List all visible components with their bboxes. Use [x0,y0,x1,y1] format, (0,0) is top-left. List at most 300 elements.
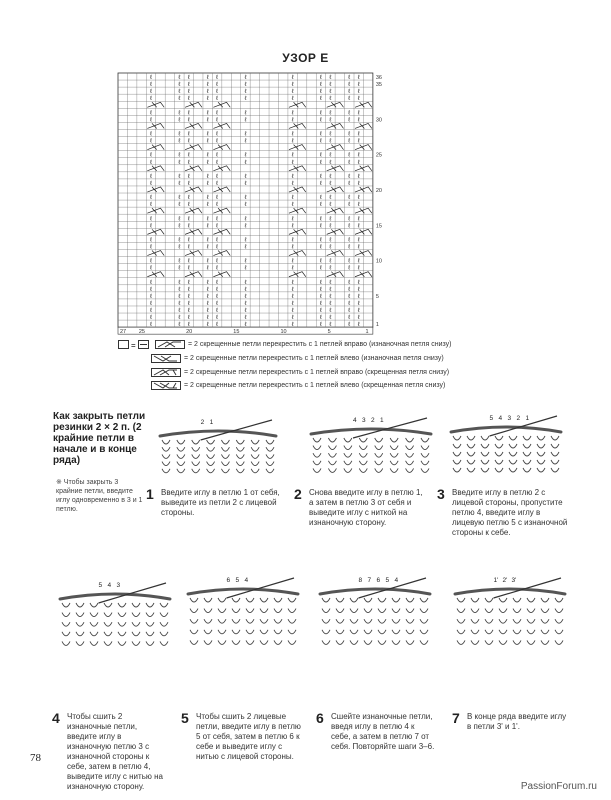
twisted-stitch-mark: ℓ [206,265,209,272]
knit-loop [392,640,400,644]
knit-loop [406,598,414,602]
twisted-stitch-mark: ℓ [291,293,294,300]
twisted-stitch-mark: ℓ [187,308,190,315]
twisted-stitch-mark: ℓ [244,138,247,145]
cross-left-purl-icon [151,354,181,363]
knit-loop [218,609,226,613]
twisted-stitch-mark: ℓ [291,89,294,96]
knit-loop [313,468,321,472]
column-label: 27 [120,329,127,336]
twisted-stitch-mark: ℓ [329,258,332,265]
knit-loop [537,468,545,472]
twisted-stitch-mark: ℓ [216,138,219,145]
twisted-stitch-mark: ℓ [348,315,351,322]
twisted-stitch-mark: ℓ [178,315,181,322]
knit-loop [485,609,493,613]
knit-loop [485,640,493,644]
twisted-stitch-mark: ℓ [291,286,294,293]
twisted-stitch-mark: ℓ [329,152,332,159]
twisted-stitch-mark: ℓ [291,82,294,89]
knit-loop [313,438,321,442]
twisted-stitch-mark: ℓ [216,195,219,202]
knit-loop [204,619,212,623]
knit-loop [90,622,98,626]
knit-loop [236,447,244,451]
column-label: 1 [365,329,369,336]
knit-loop [246,640,254,644]
knit-loop [457,640,465,644]
knit-loop [62,632,70,636]
knit-loop [364,630,372,634]
legend-row [118,340,451,349]
knit-loop [421,453,429,457]
stitch-number-label: 3 [362,417,366,424]
twisted-stitch-mark: ℓ [357,159,360,166]
knit-loop [274,598,282,602]
knit-loop [118,603,126,607]
twisted-stitch-mark: ℓ [348,265,351,272]
knit-loop [375,438,383,442]
knit-loop [527,598,535,602]
twisted-stitch-mark: ℓ [319,300,322,307]
twisted-stitch-mark: ℓ [348,216,351,223]
knit-loop [392,598,400,602]
knit-loop [132,613,140,617]
twisted-stitch-mark: ℓ [291,300,294,307]
twisted-stitch-mark: ℓ [319,75,322,82]
column-label: 20 [186,329,193,336]
twisted-stitch-mark: ℓ [216,258,219,265]
knit-loop [495,444,503,448]
knit-loop [499,609,507,613]
twisted-stitch-mark: ℓ [206,96,209,103]
knit-loop [390,438,398,442]
knit-loop [162,454,170,458]
twisted-stitch-mark: ℓ [216,300,219,307]
twisted-stitch-mark: ℓ [291,131,294,138]
stitch-number-label: 1 [525,415,530,422]
knit-loop [328,461,336,465]
twisted-stitch-mark: ℓ [244,216,247,223]
twisted-stitch-mark: ℓ [319,293,322,300]
twisted-stitch-mark: ℓ [178,138,181,145]
twisted-stitch-mark: ℓ [216,82,219,89]
knit-loop [453,436,461,440]
knit-loop [218,630,226,634]
knit-loop [359,438,367,442]
twisted-stitch-mark: ℓ [357,82,360,89]
twisted-stitch-mark: ℓ [329,131,332,138]
twisted-stitch-mark: ℓ [150,110,153,117]
knit-loop [392,619,400,623]
knit-loop [322,598,330,602]
knit-loop [392,609,400,613]
stitch-number-label: 5 [235,577,240,584]
knit-loop [499,598,507,602]
knit-loop [344,446,352,450]
knit-loop [467,452,475,456]
knit-loop [204,609,212,613]
twisted-stitch-mark: ℓ [357,265,360,272]
twisted-stitch-mark: ℓ [178,300,181,307]
knitting-illustration [188,577,298,644]
knit-loop [509,444,517,448]
knit-loop [513,640,521,644]
knit-loop [541,619,549,623]
knit-loop [406,446,414,450]
twisted-stitch-mark: ℓ [178,117,181,124]
knit-loop [76,641,84,645]
knit-loop [467,460,475,464]
twisted-stitch-mark: ℓ [348,202,351,209]
twisted-stitch-mark: ℓ [206,308,209,315]
knit-loop [221,454,229,458]
knit-loop [420,609,428,613]
knit-loop [266,440,274,444]
knit-loop [313,446,321,450]
knit-loop [260,609,268,613]
stitch-number-label: 4 [107,582,112,589]
twisted-stitch-mark: ℓ [187,152,190,159]
twisted-stitch-mark: ℓ [291,308,294,315]
stitch-number-label: 1 [380,417,384,424]
knit-loop [251,454,259,458]
twisted-stitch-mark: ℓ [357,322,360,329]
row-label: 35 [375,82,383,89]
knit-loop [344,453,352,457]
knit-loop [457,609,465,613]
twisted-stitch-mark: ℓ [244,159,247,166]
twisted-stitch-mark: ℓ [348,173,351,180]
knit-loop [104,622,112,626]
twisted-stitch-mark: ℓ [329,293,332,300]
twisted-stitch-mark: ℓ [291,75,294,82]
twisted-stitch-mark: ℓ [216,89,219,96]
twisted-stitch-mark: ℓ [150,96,153,103]
knit-loop [162,440,170,444]
knit-loop [62,613,70,617]
step-number: 6 [316,710,324,726]
knit-loop [537,444,545,448]
knit-loop [132,603,140,607]
knit-loop [236,440,244,444]
twisted-stitch-mark: ℓ [216,265,219,272]
twisted-stitch-mark: ℓ [150,117,153,124]
step-number: 1 [146,486,154,502]
twisted-stitch-mark: ℓ [348,300,351,307]
stitch-number-label: 5 [489,415,494,422]
knit-loop [251,447,259,451]
knit-loop [160,613,168,617]
twisted-stitch-mark: ℓ [178,265,181,272]
twisted-stitch-mark: ℓ [178,75,181,82]
twisted-stitch-mark: ℓ [348,223,351,230]
knit-loop [406,468,414,472]
knit-loop [481,436,489,440]
step-text: Чтобы сшить 2 изнаночные петли, введите иглу в изнаночную петлю 3 с изнаночной стороны к себе, затем в петлю 4, выведите иглу с нитью на изнаночную сторону. [67,712,163,791]
knit-loop [406,453,414,457]
step-number: 2 [294,486,302,502]
row-label: 5 [375,293,379,300]
knit-loop [246,630,254,634]
twisted-stitch-mark: ℓ [329,180,332,187]
twisted-stitch-mark: ℓ [319,110,322,117]
twisted-stitch-mark: ℓ [206,180,209,187]
knit-loop [359,461,367,465]
column-label: 5 [327,329,331,336]
twisted-stitch-mark: ℓ [206,279,209,286]
twisted-stitch-mark: ℓ [216,237,219,244]
step-text: Введите иглу в петлю 2 с лицевой стороны, пропустите петлю 4, введите иглу в лицевую петлю 5 с изнаночной стороны к себе. [452,488,568,537]
twisted-stitch-mark: ℓ [244,173,247,180]
tutorial-note: ※ Чтобы закрыть 3 крайние петли, введите иглу одновременно в 3 и 1 петлю. [56,479,143,513]
twisted-stitch-mark: ℓ [319,322,322,329]
knit-loop [146,613,154,617]
twisted-stitch-mark: ℓ [244,117,247,124]
knit-loop [246,609,254,613]
twisted-stitch-mark: ℓ [244,315,247,322]
twisted-stitch-mark: ℓ [150,300,153,307]
twisted-stitch-mark: ℓ [348,131,351,138]
twisted-stitch-mark: ℓ [216,223,219,230]
twisted-stitch-mark: ℓ [348,244,351,251]
knit-loop [266,469,274,473]
twisted-stitch-mark: ℓ [244,258,247,265]
twisted-stitch-mark: ℓ [178,279,181,286]
twisted-stitch-mark: ℓ [329,265,332,272]
knit-loop [350,619,358,623]
twisted-stitch-mark: ℓ [319,279,322,286]
knit-loop [160,603,168,607]
knit-loop [322,619,330,623]
twisted-stitch-mark: ℓ [291,110,294,117]
knit-loop [359,446,367,450]
knit-loop [420,619,428,623]
twisted-stitch-mark: ℓ [178,131,181,138]
knit-loop [537,452,545,456]
knit-loop [555,598,563,602]
knit-loop [104,603,112,607]
stitch-number-label: 2 [371,417,375,424]
twisted-stitch-mark: ℓ [244,89,247,96]
legend-text: = 2 скрещенные петли перекрестить с 1 петлей влево (скрещенная петля снизу) [184,382,446,389]
twisted-stitch-mark: ℓ [348,159,351,166]
knit-loop [177,440,185,444]
knit-loop [288,598,296,602]
twisted-stitch-mark: ℓ [187,315,190,322]
twisted-stitch-mark: ℓ [348,322,351,329]
knit-loop [481,444,489,448]
svg-text:=: = [131,341,136,349]
twisted-stitch-mark: ℓ [187,286,190,293]
knit-loop [350,598,358,602]
knit-loop [421,438,429,442]
knit-loop [132,641,140,645]
twisted-stitch-mark: ℓ [244,180,247,187]
twisted-stitch-mark: ℓ [357,131,360,138]
knit-loop [322,609,330,613]
stitch-number-label: 6 [226,577,231,584]
knit-loop [495,452,503,456]
twisted-stitch-mark: ℓ [357,195,360,202]
knit-loop [406,640,414,644]
knit-loop [555,619,563,623]
twisted-stitch-mark: ℓ [329,110,332,117]
knit-loop [453,468,461,472]
twisted-stitch-mark: ℓ [150,180,153,187]
stitch-number-label: 4 [498,415,503,422]
twisted-stitch-mark: ℓ [206,258,209,265]
twisted-stitch-mark: ℓ [187,216,190,223]
twisted-stitch-mark: ℓ [357,75,360,82]
twisted-stitch-mark: ℓ [244,237,247,244]
knit-loop [471,609,479,613]
knit-loop [406,609,414,613]
column-label: 15 [233,329,240,336]
twisted-stitch-mark: ℓ [187,265,190,272]
stitch-number-label: 4 [244,577,249,584]
twisted-stitch-mark: ℓ [150,216,153,223]
twisted-stitch-mark: ℓ [178,237,181,244]
knit-loop [288,609,296,613]
twisted-stitch-mark: ℓ [319,244,322,251]
twisted-stitch-mark: ℓ [216,180,219,187]
twisted-stitch-mark: ℓ [291,117,294,124]
knit-loop [336,640,344,644]
twisted-stitch-mark: ℓ [291,279,294,286]
twisted-stitch-mark: ℓ [291,173,294,180]
knit-loop [118,632,126,636]
twisted-stitch-mark: ℓ [150,223,153,230]
twisted-stitch-mark: ℓ [178,96,181,103]
twisted-stitch-mark: ℓ [319,117,322,124]
knit-loop [495,468,503,472]
knit-loop [76,613,84,617]
knit-loop [420,598,428,602]
twisted-stitch-mark: ℓ [357,279,360,286]
twisted-stitch-mark: ℓ [357,293,360,300]
legend-text: = 2 скрещенные петли перекрестить с 1 петлей вправо (изнаночная петля снизу) [188,341,452,348]
knit-loop [218,640,226,644]
twisted-stitch-mark: ℓ [206,322,209,329]
twisted-stitch-mark: ℓ [206,300,209,307]
watermark: PassionForum.ru [520,781,597,792]
knit-loop [260,640,268,644]
twisted-stitch-mark: ℓ [206,82,209,89]
twisted-stitch-mark: ℓ [187,195,190,202]
knit-loop [364,640,372,644]
twisted-stitch-mark: ℓ [319,195,322,202]
twisted-stitch-mark: ℓ [357,308,360,315]
stitch-number-label: 1' [493,577,499,584]
twisted-stitch-mark: ℓ [244,244,247,251]
stitch-number-label: 3' [511,577,517,584]
knit-loop [146,622,154,626]
knit-loop [375,468,383,472]
step-number: 3 [437,486,445,502]
twisted-stitch-mark: ℓ [319,216,322,223]
twisted-stitch-mark: ℓ [244,293,247,300]
knit-loop [555,630,563,634]
step-text: Введите иглу в петлю 1 от себя, выведите из петли 2 с лицевой стороны. [161,488,280,517]
twisted-stitch-mark: ℓ [216,216,219,223]
knit-loop [513,619,521,623]
twisted-stitch-mark: ℓ [187,159,190,166]
knit-loop [313,461,321,465]
twisted-stitch-mark: ℓ [216,152,219,159]
twisted-stitch-mark: ℓ [244,131,247,138]
twisted-stitch-mark: ℓ [216,286,219,293]
knit-loop [378,598,386,602]
twisted-stitch-mark: ℓ [216,96,219,103]
twisted-stitch-mark: ℓ [187,322,190,329]
knit-loop [207,447,215,451]
stitch-number-label: 3 [116,582,121,589]
twisted-stitch-mark: ℓ [178,223,181,230]
knit-loop [132,632,140,636]
twisted-stitch-mark: ℓ [216,117,219,124]
twisted-stitch-mark: ℓ [178,159,181,166]
knit-loop [523,468,531,472]
knit-loop [350,609,358,613]
knit-loop [513,609,521,613]
twisted-stitch-mark: ℓ [357,223,360,230]
knit-loop [204,640,212,644]
knit-loop [457,598,465,602]
twisted-stitch-mark: ℓ [216,110,219,117]
knit-loop [375,461,383,465]
twisted-stitch-mark: ℓ [319,308,322,315]
stitch-number-label: 6 [376,577,381,584]
knit-loop [485,598,493,602]
knit-loop [207,462,215,466]
twisted-stitch-mark: ℓ [178,322,181,329]
twisted-stitch-mark: ℓ [348,89,351,96]
step-number: 7 [452,710,460,726]
twisted-stitch-mark: ℓ [178,202,181,209]
knit-loop [406,619,414,623]
twisted-stitch-mark: ℓ [150,308,153,315]
knit-loop [192,447,200,451]
knit-loop [62,603,70,607]
row-label: 20 [375,188,383,195]
stitch-number-label: 2 [516,415,521,422]
knit-loop [336,598,344,602]
twisted-stitch-mark: ℓ [187,258,190,265]
twisted-stitch-mark: ℓ [329,315,332,322]
twisted-stitch-mark: ℓ [329,89,332,96]
twisted-stitch-mark: ℓ [206,244,209,251]
knit-loop [375,446,383,450]
twisted-stitch-mark: ℓ [206,216,209,223]
knit-loop [260,630,268,634]
twisted-stitch-mark: ℓ [319,265,322,272]
twisted-stitch-mark: ℓ [357,152,360,159]
twisted-stitch-mark: ℓ [244,286,247,293]
twisted-stitch-mark: ℓ [357,202,360,209]
twisted-stitch-mark: ℓ [150,75,153,82]
knit-loop [527,619,535,623]
knit-loop [274,609,282,613]
twisted-stitch-mark: ℓ [291,159,294,166]
knit-loop [207,454,215,458]
twisted-stitch-mark: ℓ [291,152,294,159]
twisted-stitch-mark: ℓ [244,223,247,230]
twisted-stitch-mark: ℓ [319,138,322,145]
knit-loop [118,613,126,617]
twisted-stitch-mark: ℓ [357,258,360,265]
twisted-stitch-mark: ℓ [291,244,294,251]
